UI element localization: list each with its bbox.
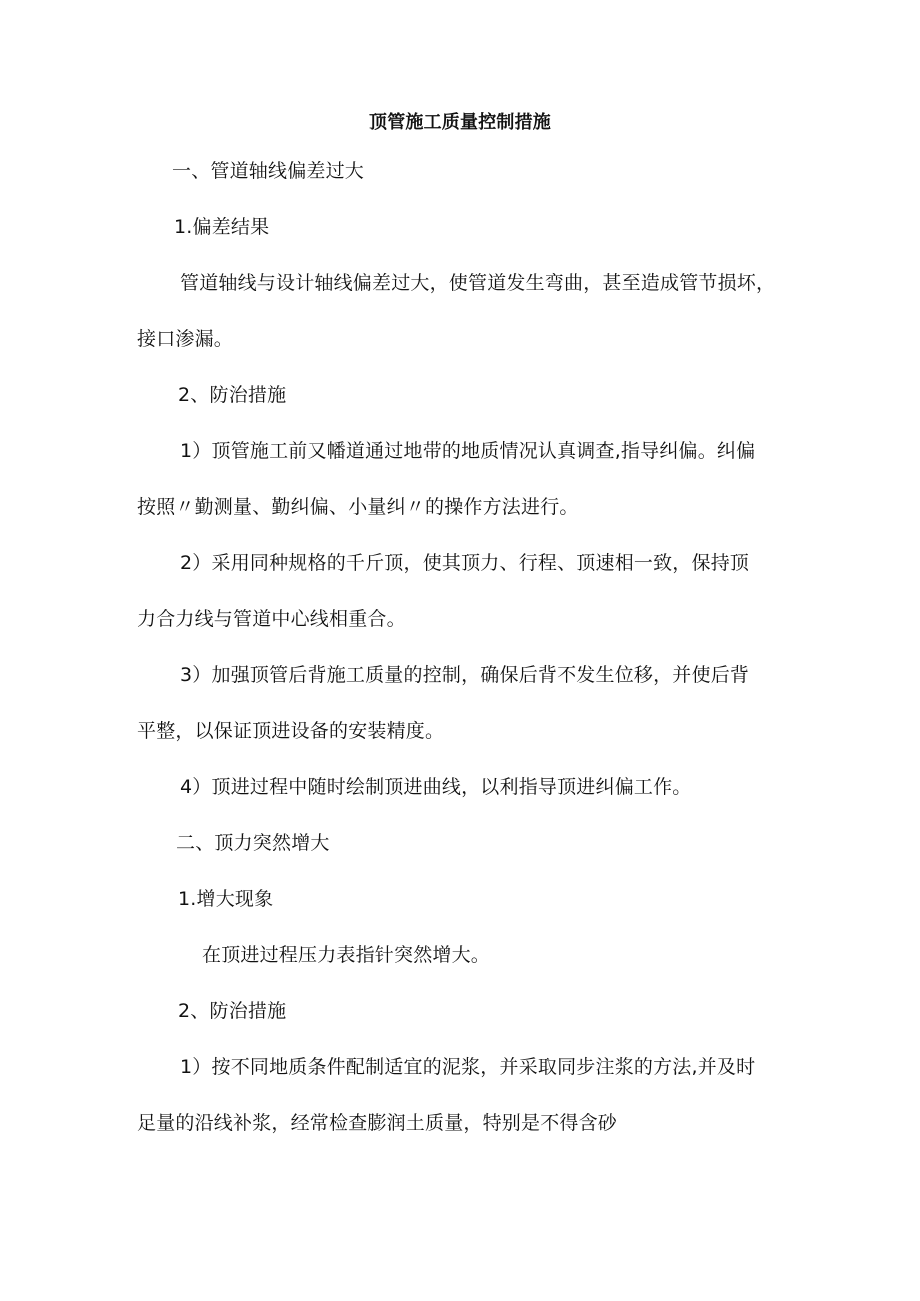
list-item-line: 1）按不同地质条件配制适宜的泥浆，并采取同步注浆的方法,并及时 bbox=[180, 1056, 756, 1078]
list-item-line: 足量的沿线补浆，经常检查膨润土质量，特别是不得含砂 bbox=[137, 1112, 618, 1134]
list-item-line: 2）采用同种规格的千斤顶，使其顶力、行程、顶速相一致，保持顶 bbox=[180, 552, 750, 574]
list-item-line: 1）顶管施工前又幡道通过地带的地质情况认真调查,指导纠偏。纠偏 bbox=[180, 440, 756, 462]
section-2-subheading-increase: 1.增大现象 bbox=[178, 888, 274, 910]
section-1-heading: 一、管道轴线偏差过大 bbox=[172, 160, 365, 182]
section-2-heading: 二、顶力突然增大 bbox=[176, 832, 330, 854]
section-1-subheading-deviation-result: 1.偏差结果 bbox=[174, 216, 270, 238]
list-item-line: 4）顶进过程中随时绘制顶进曲线，以利指导顶进纠偏工作。 bbox=[180, 776, 692, 798]
list-item-line: 力合力线与管道中心线相重合。 bbox=[137, 608, 406, 630]
list-item-line: 按照〃勤测量、勤纠偏、小量纠〃的操作方法进行。 bbox=[137, 496, 579, 518]
list-item-line: 平整，以保证顶进设备的安装精度。 bbox=[137, 720, 445, 742]
list-item-line: 3）加强顶管后背施工质量的控制，确保后背不发生位移，并使后背 bbox=[180, 664, 750, 686]
document-title: 顶管施工质量控制措施 bbox=[369, 112, 551, 133]
section-1-subheading-prevention: 2、防治措施 bbox=[178, 384, 287, 406]
section-2-subheading-prevention: 2、防治措施 bbox=[178, 1000, 287, 1022]
paragraph-line: 在顶进过程压力表指针突然增大。 bbox=[202, 944, 491, 966]
paragraph-line: 接口渗漏。 bbox=[137, 328, 234, 350]
paragraph-line: 管道轴线与设计轴线偏差过大，使管道发生弯曲，甚至造成管节损坏， bbox=[180, 272, 776, 294]
